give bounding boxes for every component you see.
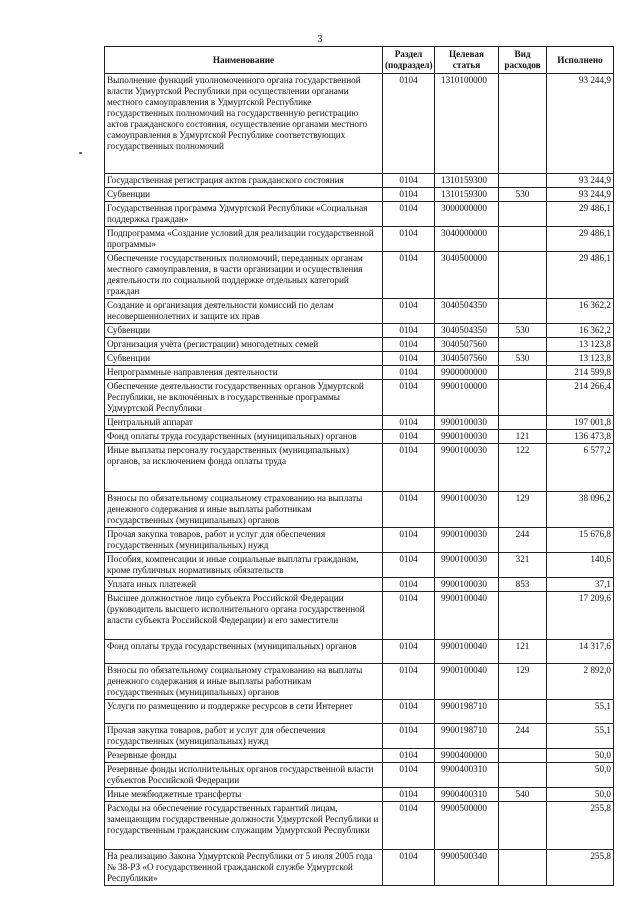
table-row [105, 592, 614, 640]
cell-name: Взносы по обязательному социальному страхованию на выплаты денежного содержания и иные выплаты работникам государственных (муниципальных) органов [105, 664, 383, 700]
cell-executed: 55,1 [547, 724, 614, 749]
cell-executed: 93 244,9 [547, 188, 614, 202]
cell-expense-type [499, 338, 547, 352]
scan-speck [79, 152, 82, 154]
table-row [105, 553, 614, 578]
cell-expense-type [499, 174, 547, 188]
cell-name: Высшее должностное лицо субъекта Российской Федерации (руководитель высшего исполнительного органа государственной власти субъекта Российской Федерации) и его заместители [105, 592, 383, 640]
cell-executed: 197 001,8 [547, 416, 614, 430]
cell-executed: 55,1 [547, 700, 614, 724]
cell-name: Иные межбюджетные трансферты [105, 788, 383, 802]
table-row [105, 202, 614, 227]
cell-name: Прочая закупка товаров, работ и услуг для обеспечения государственных (муниципальных) нужд [105, 724, 383, 749]
cell-executed: 38 096,2 [547, 492, 614, 528]
cell-target: 3040504350 [435, 299, 499, 324]
cell-name: Государственная регистрация актов гражданского состояния [105, 174, 383, 188]
cell-expense-type [499, 416, 547, 430]
cell-name: Иные выплаты персоналу государственных (муниципальных) органов, за исключением фонда оплаты труда [105, 444, 383, 492]
cell-name: Субвенции [105, 188, 383, 202]
cell-target: 9900100040 [435, 664, 499, 700]
cell-expense-type [499, 227, 547, 252]
cell-target: 9900198710 [435, 700, 499, 724]
cell-executed: 13 123,8 [547, 338, 614, 352]
cell-name: Субвенции [105, 352, 383, 366]
header-executed: Исполнено [547, 47, 614, 74]
cell-name: Подпрограмма «Создание условий для реализации государственной программы» [105, 227, 383, 252]
cell-section: 0104 [383, 528, 435, 553]
cell-section: 0104 [383, 640, 435, 664]
cell-name: Государственная программа Удмуртской Республики «Социальная поддержка граждан» [105, 202, 383, 227]
cell-expense-type [499, 74, 547, 174]
cell-section: 0104 [383, 664, 435, 700]
cell-section: 0104 [383, 700, 435, 724]
cell-name: Центральный аппарат [105, 416, 383, 430]
header-section: Раздел (подраздел) [383, 47, 435, 74]
table-row [105, 252, 614, 299]
cell-executed: 214 599,8 [547, 366, 614, 380]
table-header-row [105, 47, 614, 74]
cell-name: Выполнение функций уполномоченного органа государственной власти Удмуртской Республики при осуществлении органами местного самоуправления в Удмуртской Республике государственных полномочий на государственную регистрацию актов гражданского состояния, осуществление органами местного самоуправления в Удмуртской Республике соответствующих государственных полномочий [105, 74, 383, 174]
cell-target: 3000000000 [435, 202, 499, 227]
cell-executed: 6 577,2 [547, 444, 614, 492]
cell-section: 0104 [383, 592, 435, 640]
cell-section: 0104 [383, 444, 435, 492]
cell-name: Услуги по размещению и поддержке ресурсов в сети Интернет [105, 700, 383, 724]
cell-expense-type: 321 [499, 553, 547, 578]
cell-executed: 255,8 [547, 802, 614, 850]
cell-executed: 50,0 [547, 763, 614, 788]
table-row [105, 366, 614, 380]
cell-section: 0104 [383, 802, 435, 850]
cell-section: 0104 [383, 850, 435, 886]
table-row [105, 227, 614, 252]
cell-executed: 29 486,1 [547, 202, 614, 227]
cell-target: 9900100030 [435, 444, 499, 492]
table-row [105, 640, 614, 664]
cell-section: 0104 [383, 763, 435, 788]
cell-expense-type: 122 [499, 444, 547, 492]
cell-expense-type [499, 802, 547, 850]
cell-name: Субвенции [105, 324, 383, 338]
cell-expense-type [499, 749, 547, 763]
cell-target: 9900400310 [435, 763, 499, 788]
cell-expense-type: 530 [499, 188, 547, 202]
table-row [105, 174, 614, 188]
cell-executed: 136 473,8 [547, 430, 614, 444]
cell-target: 3040000000 [435, 227, 499, 252]
budget-table [104, 46, 614, 886]
cell-section: 0104 [383, 188, 435, 202]
table-body [105, 74, 614, 886]
cell-expense-type [499, 592, 547, 640]
cell-section: 0104 [383, 174, 435, 188]
cell-executed: 37,1 [547, 578, 614, 592]
cell-expense-type [499, 850, 547, 886]
table-row [105, 850, 614, 886]
cell-target: 9900500340 [435, 850, 499, 886]
cell-executed: 15 676,8 [547, 528, 614, 553]
table-row [105, 416, 614, 430]
table-row [105, 74, 614, 174]
cell-section: 0104 [383, 202, 435, 227]
cell-target: 9900400000 [435, 749, 499, 763]
table-row [105, 352, 614, 366]
cell-section: 0104 [383, 492, 435, 528]
cell-target: 3040507560 [435, 352, 499, 366]
cell-name: Резервные фонды исполнительных органов государственной власти субъектов Российской Федерации [105, 763, 383, 788]
cell-executed: 50,0 [547, 749, 614, 763]
table-row [105, 188, 614, 202]
cell-target: 9900500000 [435, 802, 499, 850]
cell-expense-type: 540 [499, 788, 547, 802]
table-row [105, 724, 614, 749]
cell-expense-type: 244 [499, 528, 547, 553]
cell-expense-type [499, 380, 547, 416]
cell-executed: 93 244,9 [547, 74, 614, 174]
cell-executed: 2 892,0 [547, 664, 614, 700]
header-expense-type: Вид расходов [499, 47, 547, 74]
cell-section: 0104 [383, 553, 435, 578]
cell-expense-type [499, 252, 547, 299]
cell-expense-type: 129 [499, 664, 547, 700]
cell-name: Прочая закупка товаров, работ и услуг для обеспечения государственных (муниципальных) нужд [105, 528, 383, 553]
table-row [105, 299, 614, 324]
cell-expense-type: 244 [499, 724, 547, 749]
cell-expense-type: 530 [499, 324, 547, 338]
table-row [105, 528, 614, 553]
table-row [105, 749, 614, 763]
cell-name: На реализацию Закона Удмуртской Республики от 5 июля 2005 года № 38-РЗ «О государственной гражданской службе Удмуртской Республики» [105, 850, 383, 886]
cell-target: 9900100030 [435, 553, 499, 578]
cell-expense-type [499, 763, 547, 788]
table-row [105, 578, 614, 592]
cell-section: 0104 [383, 788, 435, 802]
table-row [105, 802, 614, 850]
cell-expense-type: 853 [499, 578, 547, 592]
cell-executed: 17 209,6 [547, 592, 614, 640]
cell-executed: 16 362,2 [547, 299, 614, 324]
cell-name: Фонд оплаты труда государственных (муниципальных) органов [105, 640, 383, 664]
cell-target: 3040507560 [435, 338, 499, 352]
cell-expense-type: 121 [499, 430, 547, 444]
cell-target: 1310159300 [435, 188, 499, 202]
cell-section: 0104 [383, 430, 435, 444]
cell-name: Обеспечение государственных полномочий, переданных органам местного самоуправления, в части организации и осуществления деятельности по социальной поддержке отдельных категорий граждан [105, 252, 383, 299]
cell-expense-type: 121 [499, 640, 547, 664]
cell-name: Взносы по обязательному социальному страхованию на выплаты денежного содержания и иные выплаты работникам государственных (муниципальных) органов [105, 492, 383, 528]
cell-target: 3040504350 [435, 324, 499, 338]
cell-section: 0104 [383, 338, 435, 352]
cell-section: 0104 [383, 749, 435, 763]
cell-target: 9900400310 [435, 788, 499, 802]
cell-expense-type [499, 700, 547, 724]
cell-section: 0104 [383, 227, 435, 252]
cell-section: 0104 [383, 380, 435, 416]
table-row [105, 444, 614, 492]
table-row [105, 788, 614, 802]
cell-target: 9900100030 [435, 492, 499, 528]
cell-target: 1310159300 [435, 174, 499, 188]
cell-section: 0104 [383, 416, 435, 430]
cell-section: 0104 [383, 724, 435, 749]
cell-target: 9900198710 [435, 724, 499, 749]
cell-target: 3040500000 [435, 252, 499, 299]
table-row [105, 430, 614, 444]
page-number: 3 [317, 34, 323, 45]
cell-name: Создание и организация деятельности комиссий по делам несовершеннолетних и защите их прав [105, 299, 383, 324]
cell-target: 9900100030 [435, 578, 499, 592]
table-row [105, 492, 614, 528]
table-row [105, 380, 614, 416]
cell-name: Организация учёта (регистрации) многодетных семей [105, 338, 383, 352]
cell-executed: 214 266,4 [547, 380, 614, 416]
table-row [105, 338, 614, 352]
cell-target: 9900100030 [435, 416, 499, 430]
header-name: Наименование [105, 47, 383, 74]
cell-executed: 50,0 [547, 788, 614, 802]
table-row [105, 763, 614, 788]
cell-name: Непрограммные направления деятельности [105, 366, 383, 380]
cell-name: Пособия, компенсации и иные социальные выплаты гражданам, кроме публичных нормативных обязательств [105, 553, 383, 578]
table-row [105, 324, 614, 338]
cell-expense-type [499, 202, 547, 227]
cell-target: 1310100000 [435, 74, 499, 174]
cell-name: Обеспечение деятельности государственных органов Удмуртской Республики, не включённых в государственные программы Удмуртской Республики [105, 380, 383, 416]
cell-section: 0104 [383, 366, 435, 380]
cell-name: Фонд оплаты труда государственных (муниципальных) органов [105, 430, 383, 444]
cell-target: 9900100030 [435, 430, 499, 444]
cell-target: 9900000000 [435, 366, 499, 380]
cell-expense-type [499, 299, 547, 324]
cell-executed: 140,6 [547, 553, 614, 578]
cell-executed: 14 317,6 [547, 640, 614, 664]
cell-target: 9900100040 [435, 592, 499, 640]
table-row [105, 664, 614, 700]
cell-section: 0104 [383, 324, 435, 338]
cell-executed: 29 486,1 [547, 227, 614, 252]
cell-target: 9900100040 [435, 640, 499, 664]
cell-executed: 255,8 [547, 850, 614, 886]
cell-executed: 93 244,9 [547, 174, 614, 188]
cell-executed: 29 486,1 [547, 252, 614, 299]
cell-section: 0104 [383, 352, 435, 366]
cell-expense-type: 129 [499, 492, 547, 528]
header-target: Целевая статья [435, 47, 499, 74]
cell-section: 0104 [383, 252, 435, 299]
cell-name: Расходы на обеспечение государственных гарантий лицам, замещающим государственные должности Удмуртской Республики и государственным гражданским служащим Удмуртской Республики [105, 802, 383, 850]
cell-executed: 13 123,8 [547, 352, 614, 366]
cell-expense-type [499, 366, 547, 380]
cell-section: 0104 [383, 74, 435, 174]
cell-name: Уплата иных платежей [105, 578, 383, 592]
cell-executed: 16 362,2 [547, 324, 614, 338]
cell-section: 0104 [383, 299, 435, 324]
cell-target: 9900100000 [435, 380, 499, 416]
table-row [105, 700, 614, 724]
cell-section: 0104 [383, 578, 435, 592]
cell-name: Резервные фонды [105, 749, 383, 763]
cell-expense-type: 530 [499, 352, 547, 366]
cell-target: 9900100030 [435, 528, 499, 553]
